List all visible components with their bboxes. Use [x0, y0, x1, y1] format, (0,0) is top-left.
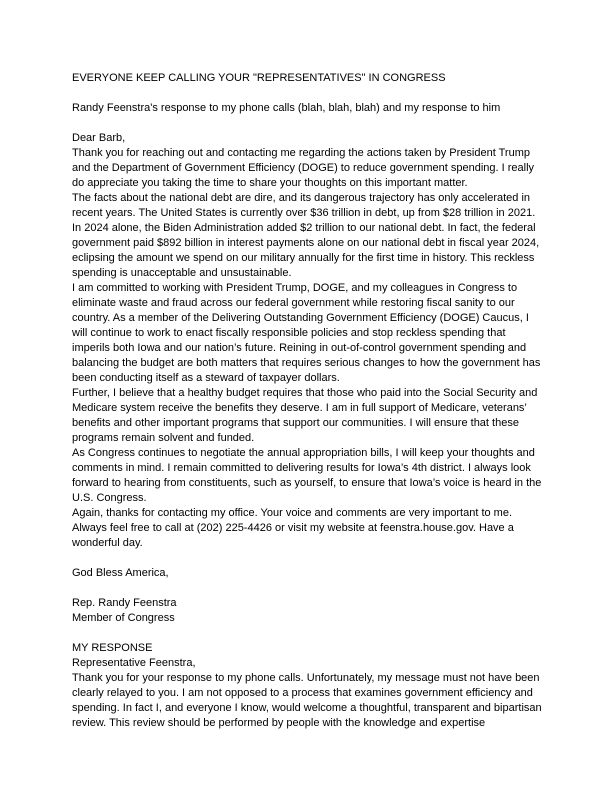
letter-paragraph: Again, thanks for contacting my office. Your voice and comments are very important to me. Always feel free to call at (202) 225-4426 or visit my website at feenstra.house.gov. Have a wonderful day. [72, 507, 514, 549]
letter-paragraph: As Congress continues to negotiate the annual appropriation bills, I will keep your thoughts and comments in mind. I remain committed to delivering results for Iowa’s 4th district. I always look forward to hearing from constituents, such as yourself, to ensure that Iowa’s voice is heard in the U.S. Congress. [72, 447, 542, 504]
document-subheading: Randy Feenstra's response to my phone calls (blah, blah, blah) and my response to him [72, 102, 501, 114]
response-salutation: Representative Feenstra, [72, 657, 196, 669]
letter-salutation: Dear Barb, [72, 132, 126, 144]
letter-paragraph: The facts about the national debt are dire, and its dangerous trajectory has only accelerated in recent years. The United States is currently over $36 trillion in debt, up from $28 trillion in 2021. In 2024 alone, the Biden Administration added $2 trillion to our national debt. In fact, the federal government paid $892 billion in interest payments alone on our national debt in fiscal year 2024, eclipsing the amount we spend on our military annually for the first time in history. This reckless spending is unacceptable and unsustainable. [72, 192, 540, 279]
document-heading: EVERYONE KEEP CALLING YOUR "REPRESENTATIVES" IN CONGRESS [72, 72, 446, 84]
spacer [72, 116, 544, 131]
signature-title: Member of Congress [72, 612, 175, 624]
response-paragraph: Thank you for your response to my phone calls. Unfortunately, my message must not have been clearly relayed to you. I am not opposed to a process that examines government efficiency and spending. In fact I, and everyone I know, would welcome a thoughtful, transparent and bipartisan review. This review should be performed by people with the knowledge and expertise [72, 672, 542, 729]
spacer [72, 86, 544, 101]
spacer [72, 626, 544, 641]
spacer [72, 581, 544, 596]
signature-name: Rep. Randy Feenstra [72, 597, 177, 609]
document-body [72, 71, 544, 731]
spacer [72, 551, 544, 566]
response-heading: MY RESPONSE [72, 642, 153, 654]
letter-closing: God Bless America, [72, 567, 169, 579]
letter-paragraph: Thank you for reaching out and contacting me regarding the actions taken by President Trump and the Department of Government Efficiency (DOGE) to reduce government spending. I really do appreciate you taking the time to share your thoughts on this important matter. [72, 147, 535, 189]
letter-paragraph: I am committed to working with President Trump, DOGE, and my colleagues in Congress to eliminate waste and fraud across our federal government while restoring fiscal sanity to our country. As a member of the Delivering Outstanding Government Efficiency (DOGE) Caucus, I will continue to work to enact fiscally responsible policies and stop reckless spending that imperils both Iowa and our nation’s future. Reining in out-of-control government spending and balancing the budget are both matters that requires serious changes to how the government has been conducting itself as a steward of taxpayer dollars. [72, 282, 541, 384]
letter-paragraph: Further, I believe that a healthy budget requires that those who paid into the Social Security and Medicare system receive the benefits they deserve. I am in full support of Medicare, veterans’ benefits and other important programs that support our communities. I will ensure that these programs remain solvent and funded. [72, 387, 538, 444]
